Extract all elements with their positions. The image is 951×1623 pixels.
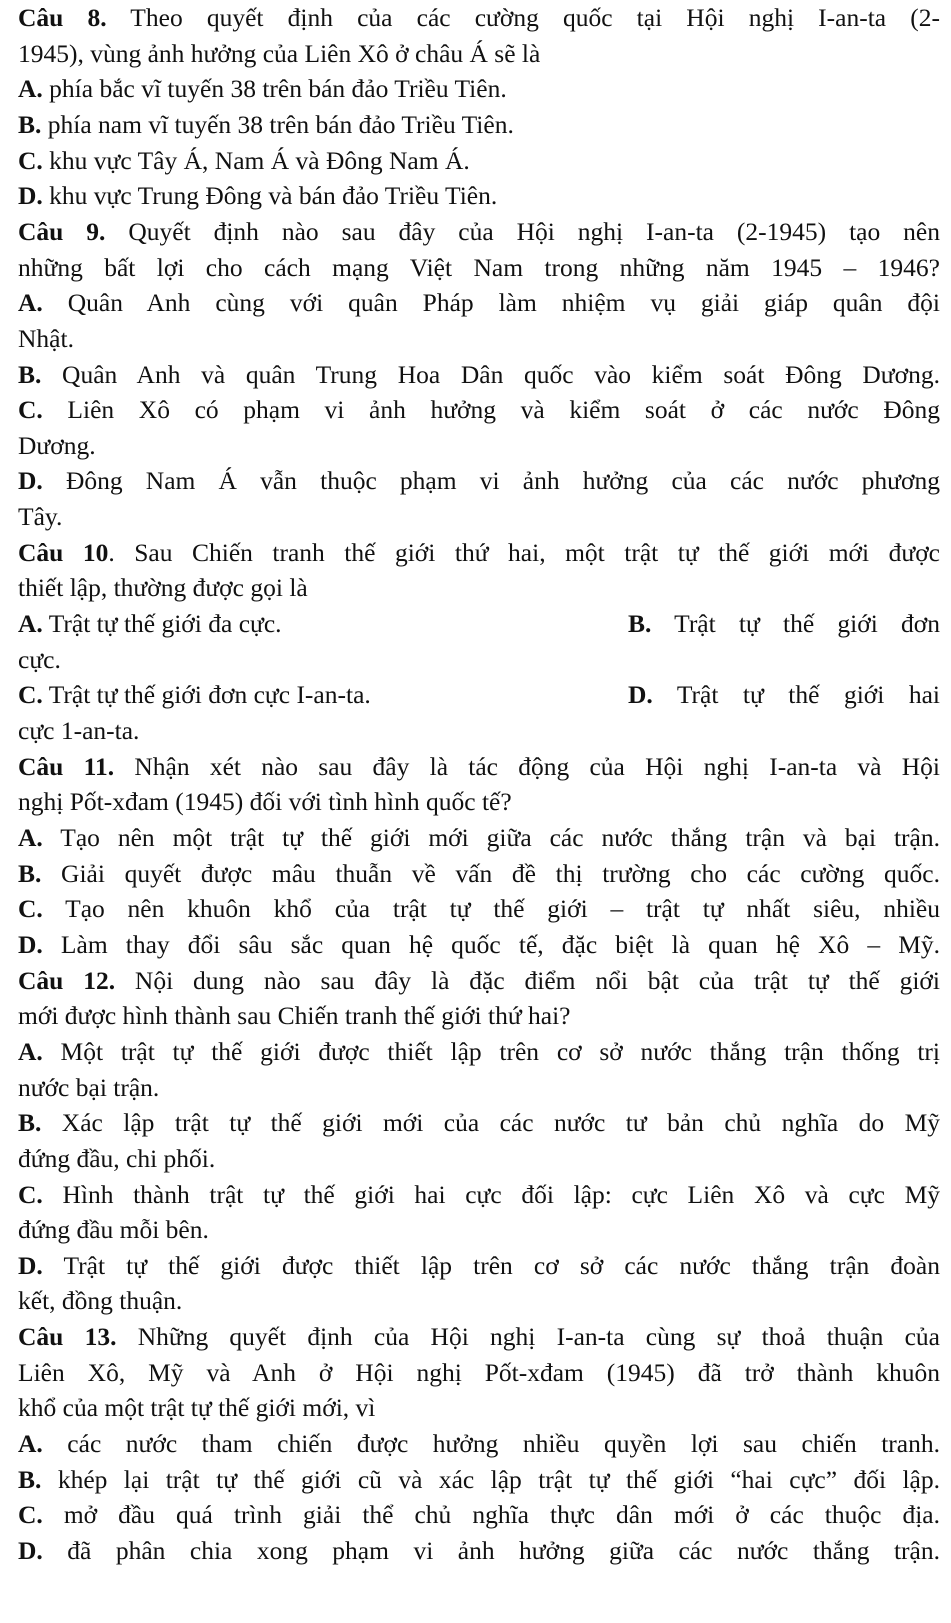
text-line	[18, 215, 940, 249]
text-line	[18, 857, 940, 891]
line-text: Trật tự thế giới được thiết lập trên cơ sở các nước thắng trận đoàn	[42, 1250, 940, 1280]
text-line	[18, 678, 940, 712]
text-line	[18, 643, 940, 677]
line-label: Câu 10	[18, 537, 109, 567]
text-line	[18, 1320, 940, 1354]
line-text: khổ của một trật tự thế giới mới, vì	[18, 1393, 376, 1423]
line-text: khu vực Tây Á, Nam Á và Đông Nam Á.	[42, 145, 470, 175]
line-label: B.	[18, 109, 42, 139]
text-line	[18, 108, 940, 142]
line-text: Tạo nên một trật tự thế giới mới giữa các nước thắng trận và bại trận.	[42, 822, 940, 852]
line-text: cực.	[18, 644, 61, 674]
text-line	[18, 358, 940, 392]
line-text: Giải quyết được mâu thuẫn về vấn đề thị trường cho các cường quốc.	[41, 858, 940, 888]
line-label: C.	[18, 1500, 43, 1530]
line-text: Hình thành trật tự thế giới hai cực đối lập: cực Liên Xô và cực Mỹ	[42, 1179, 940, 1209]
line-text: 1945), vùng ảnh hưởng của Liên Xô ở châu Á sẽ là	[18, 38, 541, 68]
text-line	[18, 1249, 940, 1283]
text-line	[18, 144, 940, 178]
line-text: Những quyết định của Hội nghị I-an-ta cùng sự thoả thuận của	[116, 1322, 940, 1351]
line-text: đứng đầu mỗi bên.	[18, 1215, 209, 1245]
option-left	[18, 678, 371, 712]
line-text: nước bại trận.	[18, 1072, 160, 1102]
line-text: Dương.	[18, 430, 96, 460]
line-text: đã phân chia xong phạm vi ảnh hưởng giữa các nước thắng trận.	[42, 1536, 940, 1565]
line-text: Liên Xô, Mỹ và Anh ở Hội nghị Pốt-xđam (1945) đã trở thành khuôn	[18, 1357, 940, 1387]
line-label: A.	[18, 1429, 43, 1458]
text-line	[18, 999, 940, 1033]
line-label: Câu 12.	[18, 965, 116, 995]
line-text: những bất lợi cho cách mạng Việt Nam trong những năm 1945 – 1946?	[18, 252, 940, 282]
text-line	[18, 536, 940, 570]
text-line	[18, 1035, 940, 1069]
text-line	[18, 1534, 940, 1568]
line-text: phía bắc vĩ tuyến 38 trên bán đảo Triều Tiên.	[42, 74, 507, 104]
text-line	[18, 571, 940, 605]
line-text: Tạo nên khuôn khổ của trật tự thế giới – trật tự nhất siêu, nhiều	[42, 894, 940, 924]
text-line	[18, 393, 940, 427]
text-line	[18, 464, 940, 498]
line-text: kết, đồng thuận.	[18, 1286, 183, 1316]
line-label: D.	[628, 680, 653, 710]
line-text: Nội dung nào sau đây là đặc điểm nổi bật của trật tự thế giới	[115, 965, 940, 995]
line-text: cực 1-an-ta.	[18, 716, 140, 745]
line-label: C.	[18, 145, 43, 175]
line-text: Trật tự thế giới đơn	[651, 609, 940, 638]
line-text: Trật tự thế giới đơn cực I-an-ta.	[42, 680, 371, 710]
line-text: khu vực Trung Đông và bán đảo Triều Tiên.	[42, 181, 498, 211]
text-line	[18, 37, 940, 71]
line-text: Đông Nam Á vẫn thuộc phạm vi ảnh hưởng của các nước phương	[42, 466, 940, 496]
text-line	[18, 72, 940, 106]
line-text: nghị Pốt-xđam (1945) đối với tình hình quốc tế?	[18, 787, 512, 817]
text-line	[18, 1463, 940, 1497]
text-line	[18, 714, 940, 748]
line-label: B.	[18, 1108, 42, 1138]
line-label: C.	[18, 894, 43, 924]
text-line	[18, 322, 940, 356]
text-line	[18, 1213, 940, 1247]
line-label: Câu 9.	[18, 216, 106, 246]
text-line	[18, 1498, 940, 1532]
line-label: B.	[18, 359, 42, 389]
line-label: A.	[18, 1036, 43, 1066]
text-line	[18, 1, 940, 35]
line-text: khép lại trật tự thế giới cũ và xác lập trật tự thế giới “hai cực” đối lập.	[41, 1464, 940, 1494]
line-label: A.	[18, 288, 43, 318]
line-text: Xác lập trật tự thế giới mới của các nước tư bản chủ nghĩa do Mỹ	[41, 1108, 940, 1138]
line-label: C.	[18, 680, 43, 710]
line-label: D.	[18, 466, 43, 496]
line-label: A.	[18, 74, 43, 104]
line-text: Theo quyết định của các cường quốc tại Hội nghị I-an-ta (2-	[106, 3, 940, 32]
line-text: Quân Anh và quân Trung Hoa Dân quốc vào kiểm soát Đông Dương.	[41, 359, 940, 389]
text-line	[18, 607, 940, 641]
option-right	[628, 678, 940, 712]
text-line	[18, 1106, 940, 1140]
text-line	[18, 286, 940, 320]
line-text: Làm thay đổi sâu sắc quan hệ quốc tế, đặc biệt là quan hệ Xô – Mỹ.	[42, 929, 940, 959]
line-text: Tây.	[18, 502, 63, 532]
line-text: phía nam vĩ tuyến 38 trên bán đảo Triều Tiên.	[41, 109, 514, 139]
line-text: Nhận xét nào sau đây là tác động của Hội nghị I-an-ta và Hội	[114, 751, 940, 781]
text-line	[18, 1391, 940, 1425]
line-text: . Sau Chiến tranh thế giới thứ hai, một trật tự thế giới mới được	[108, 537, 940, 567]
text-line	[18, 1284, 940, 1318]
line-label: Câu 8.	[18, 3, 107, 32]
line-label: C.	[18, 1179, 43, 1209]
line-text: Trật tự thế giới đa cực.	[42, 609, 282, 638]
line-label: B.	[18, 1464, 42, 1494]
line-label: C.	[18, 395, 43, 425]
text-line	[18, 1427, 940, 1461]
line-text: mở đầu quá trình giải thể chủ nghĩa thực dân mới ở các thuộc địa.	[42, 1500, 940, 1530]
line-text: Quyết định nào sau đây của Hội nghị I-an-ta (2-1945) tạo nên	[105, 216, 940, 246]
text-line	[18, 821, 940, 855]
line-label: B.	[628, 609, 652, 638]
text-line	[18, 785, 940, 819]
text-line	[18, 928, 940, 962]
text-line	[18, 964, 940, 998]
text-line	[18, 179, 940, 213]
line-text: Nhật.	[18, 323, 74, 353]
line-label: D.	[18, 1250, 43, 1280]
text-line	[18, 892, 940, 926]
line-text: Một trật tự thế giới được thiết lập trên cơ sở nước thắng trận thống trị	[42, 1036, 940, 1066]
line-label: Câu 13.	[18, 1322, 117, 1351]
text-line	[18, 1142, 940, 1176]
line-label: Câu 11.	[18, 751, 115, 781]
text-line	[18, 1178, 940, 1212]
line-label: D.	[18, 1536, 43, 1565]
line-text: Quân Anh cùng với quân Pháp làm nhiệm vụ giải giáp quân đội	[42, 288, 940, 318]
line-label: A.	[18, 822, 43, 852]
text-line	[18, 1071, 940, 1105]
option-left	[18, 607, 282, 641]
text-line	[18, 429, 940, 463]
line-text: thiết lập, thường được gọi là	[18, 573, 308, 603]
line-text: đứng đầu, chi phối.	[18, 1143, 216, 1173]
text-line	[18, 500, 940, 534]
line-text: mới được hình thành sau Chiến tranh thế giới thứ hai?	[18, 1001, 571, 1031]
line-label: D.	[18, 181, 43, 211]
text-line	[18, 251, 940, 285]
line-label: B.	[18, 858, 42, 888]
text-line	[18, 1356, 940, 1390]
line-text: các nước tham chiến được hưởng nhiều quyền lợi sau chiến tranh.	[42, 1429, 940, 1458]
line-text: Liên Xô có phạm vi ảnh hưởng và kiểm soát ở các nước Đông	[42, 395, 940, 425]
line-label: A.	[18, 609, 43, 638]
text-line	[18, 750, 940, 784]
option-right	[628, 607, 940, 641]
line-label: D.	[18, 929, 43, 959]
line-text: Trật tự thế giới hai	[652, 680, 940, 710]
